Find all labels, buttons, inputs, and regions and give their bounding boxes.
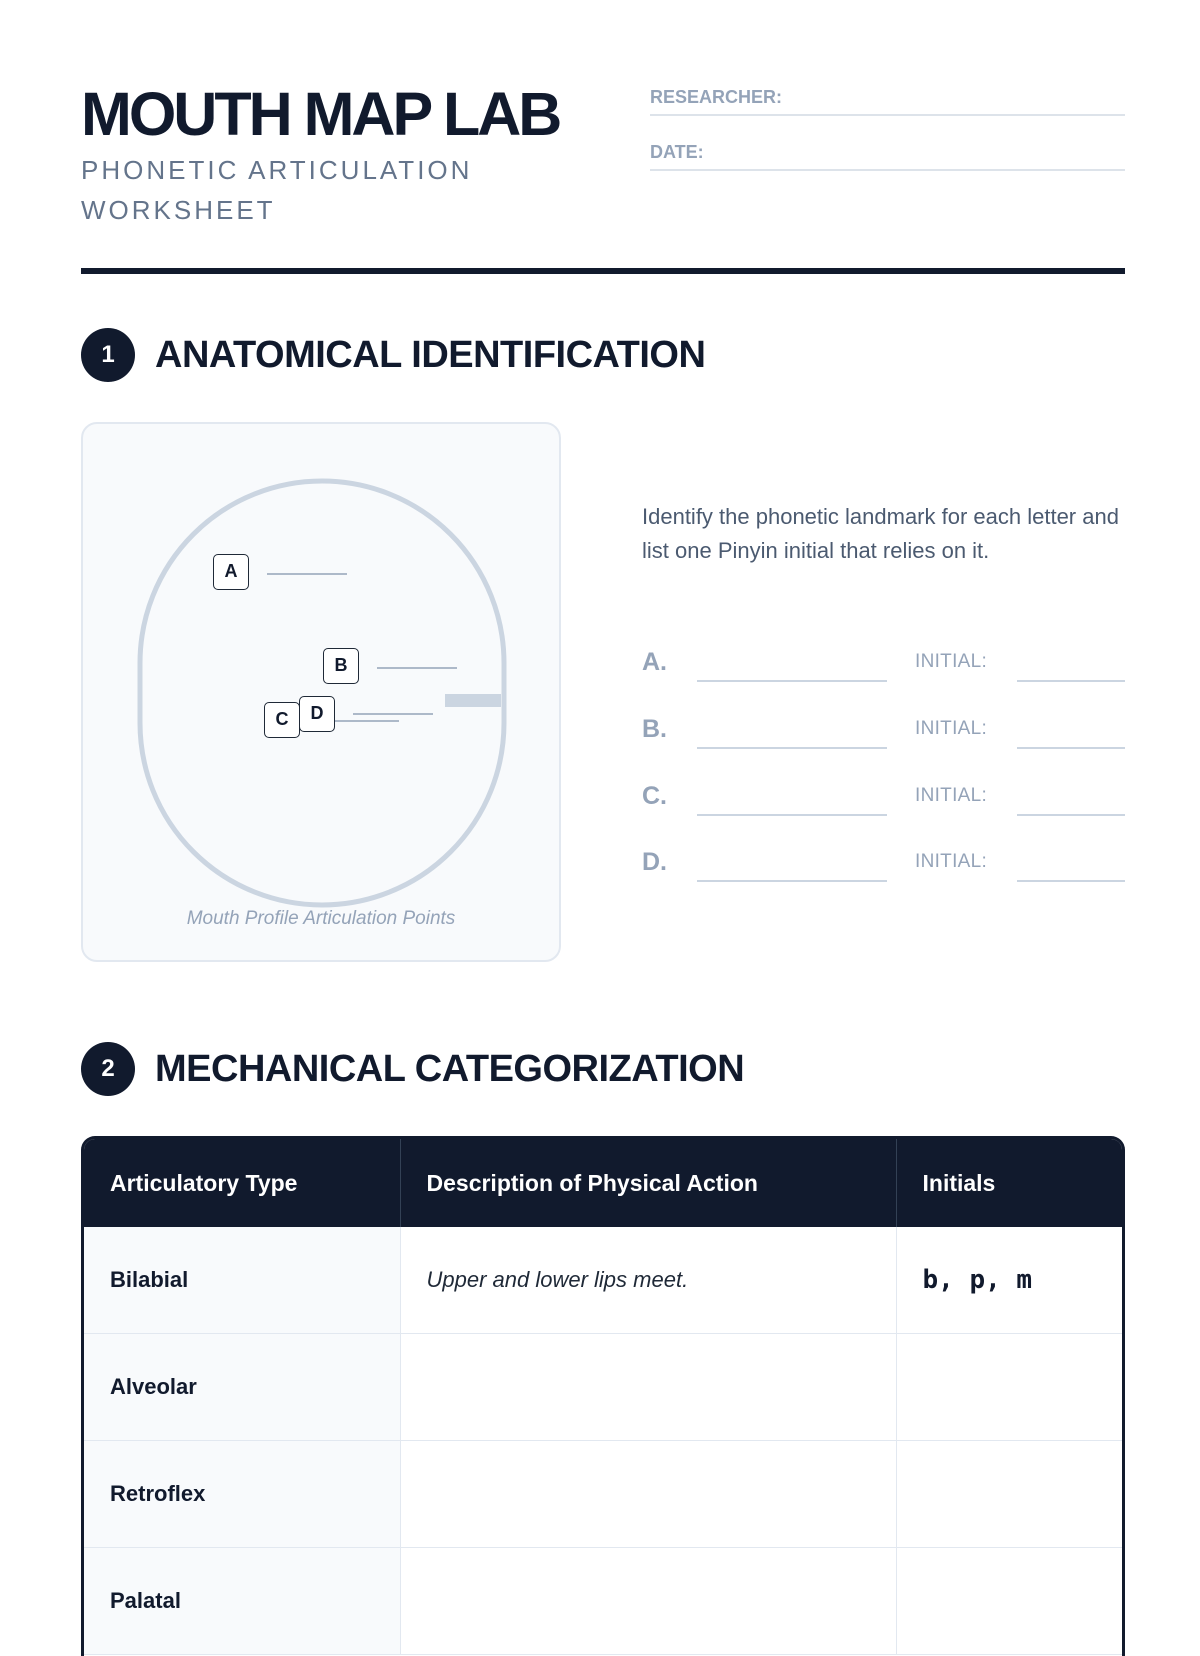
initials-cell[interactable]: b, p, m (896, 1227, 1122, 1334)
description-cell[interactable] (400, 1548, 896, 1655)
answer-row-d (642, 848, 1125, 888)
researcher-label: RESEARCHER: (650, 87, 783, 107)
initial-answer-line[interactable] (1017, 680, 1125, 682)
landmark-answer-line[interactable] (697, 814, 887, 816)
initials-cell[interactable] (896, 1334, 1122, 1441)
marker-c: C (264, 702, 300, 738)
tongue-tip-shape (445, 694, 501, 707)
table-row (84, 1334, 1122, 1441)
initial-answer-line[interactable] (1017, 880, 1125, 882)
initial-label: INITIAL: (915, 851, 988, 872)
mouth-profile-diagram (83, 424, 563, 964)
answer-letter: A. (642, 648, 667, 676)
table-row (84, 1548, 1122, 1655)
answer-letter: C. (642, 782, 667, 810)
column-header: Articulatory Type (84, 1139, 400, 1227)
date-label: DATE: (650, 142, 704, 162)
description-cell[interactable]: Upper and lower lips meet. (400, 1227, 896, 1334)
diagram-caption: Mouth Profile Articulation Points (186, 908, 456, 929)
section-2-badge: 2 (81, 1042, 135, 1096)
answer-letter: D. (642, 848, 667, 876)
categorization-table (81, 1136, 1125, 1656)
initials-cell[interactable] (896, 1441, 1122, 1548)
section-2-title: MECHANICAL CATEGORIZATION (155, 1048, 745, 1090)
section-1-title: ANATOMICAL IDENTIFICATION (155, 334, 706, 376)
answer-row-c (642, 782, 1125, 822)
column-header: Initials (896, 1139, 1122, 1227)
marker-b: B (323, 648, 359, 684)
section-1-badge: 1 (81, 328, 135, 382)
column-header: Description of Physical Action (400, 1139, 896, 1227)
answer-letter: B. (642, 715, 667, 743)
initial-label: INITIAL: (915, 785, 988, 806)
landmark-answer-line[interactable] (697, 880, 887, 882)
articulatory-type-cell: Alveolar (84, 1334, 400, 1441)
articulatory-type-cell: Palatal (84, 1548, 400, 1655)
articulatory-type-cell: Retroflex (84, 1441, 400, 1548)
table-header-row (84, 1139, 1122, 1227)
mouth-outline (140, 481, 504, 905)
mouth-diagram-card (81, 422, 561, 962)
description-cell[interactable] (400, 1441, 896, 1548)
researcher-field[interactable] (650, 84, 1125, 116)
table-row (84, 1227, 1122, 1334)
marker-a: A (213, 554, 249, 590)
page-title: MOUTH MAP LAB (81, 80, 560, 148)
page-subtitle: PHONETIC ARTICULATION WORKSHEET (81, 155, 473, 225)
table-row (84, 1441, 1122, 1548)
header-divider (81, 268, 1125, 274)
answer-row-b (642, 715, 1125, 755)
answer-row-a (642, 648, 1125, 688)
initial-label: INITIAL: (915, 718, 988, 739)
initial-label: INITIAL: (915, 651, 988, 672)
initial-answer-line[interactable] (1017, 747, 1125, 749)
initials-cell[interactable] (896, 1548, 1122, 1655)
description-cell[interactable] (400, 1334, 896, 1441)
initial-answer-line[interactable] (1017, 814, 1125, 816)
landmark-answer-line[interactable] (697, 747, 887, 749)
landmark-answer-line[interactable] (697, 680, 887, 682)
marker-d: D (299, 696, 335, 732)
instructions-text: Identify the phonetic landmark for each letter and list one Pinyin initial that relies on it. (642, 504, 1119, 563)
articulatory-type-cell: Bilabial (84, 1227, 400, 1334)
date-field[interactable] (650, 139, 1125, 171)
